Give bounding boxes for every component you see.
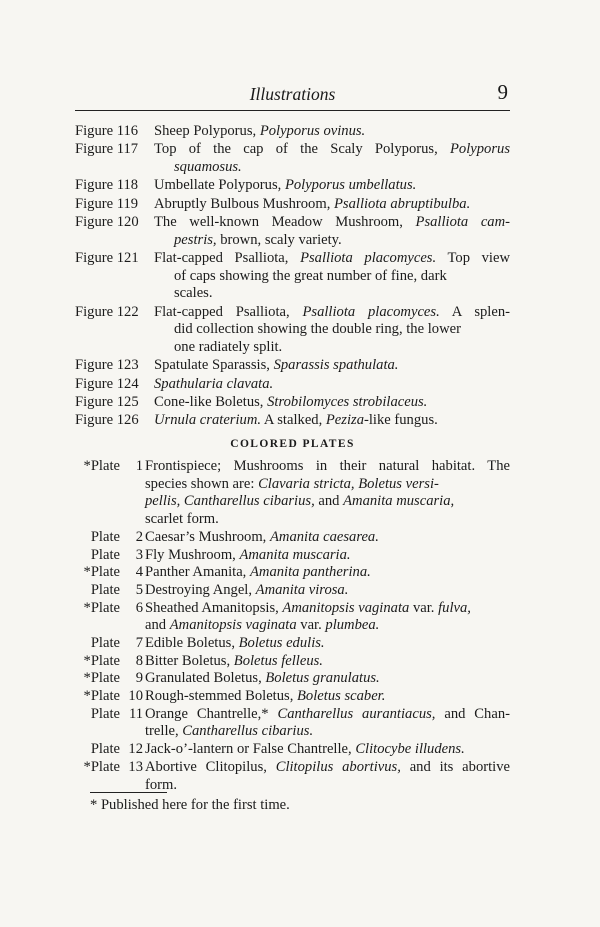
plate-entry [75, 529, 510, 547]
figure-text-line: Flat-capped Psalliota, Psalliota placomyces. Top view [154, 249, 510, 266]
plate-word: Plate [90, 546, 120, 563]
plate-text-line: Abortive Clitopilus, Clitopilus abortivus, and its abortive [145, 758, 510, 775]
figure-entry [75, 123, 510, 141]
plate-word: *Plate [83, 688, 120, 705]
plate-number: 12 [128, 741, 143, 758]
figure-text-line: Flat-capped Psalliota, Psalliota placomyces. A splen- [154, 303, 510, 320]
figure-text-line: of caps showing the great number of fine, dark [174, 267, 447, 284]
figure-label: Figure 125 [75, 393, 139, 410]
plate-text-line: Frontispiece; Mushrooms in their natural habitat. The [145, 458, 510, 474]
plate-text-line: scarlet form. [145, 511, 219, 528]
figure-label: Figure 119 [75, 195, 139, 212]
figure-entry [75, 177, 510, 195]
footnote: * Published here for the first time. [90, 797, 290, 813]
plate-number: 6 [135, 599, 143, 616]
figure-entry [75, 376, 510, 394]
plate-word: Plate [90, 581, 120, 598]
plate-entry [75, 635, 510, 653]
plate-number: 1 [135, 458, 143, 474]
figure-label: Figure 126 [75, 412, 139, 429]
running-title: Illustrations [249, 84, 336, 104]
colored-plates-heading: COLORED PLATES [230, 438, 355, 450]
plate-word: Plate [90, 528, 120, 545]
plate-word: *Plate [83, 599, 120, 616]
plate-number: 7 [135, 635, 143, 651]
plate-entry [75, 547, 510, 565]
figure-text-line: one radiately split. [174, 338, 283, 355]
page-number: 9 [497, 80, 508, 104]
figure-entry [75, 214, 510, 249]
plate-text-line: species shown are: Clavaria stricta, Boletus versi- [145, 475, 439, 492]
footnote-rule [90, 792, 167, 793]
plate-word: *Plate [83, 652, 120, 669]
plate-text-line: Orange Chantrelle,* Cantharellus aurantiacus, and Chan- [145, 705, 510, 722]
plate-entry [75, 582, 510, 600]
plate-text-line: Rough-stemmed Boletus, Boletus scaber. [145, 688, 386, 705]
figure-text-line: pestris, brown, scaly variety. [174, 231, 342, 248]
plate-number: 2 [135, 528, 143, 545]
plate-text-line: form. [145, 776, 178, 793]
plate-entry [75, 741, 510, 759]
figure-text-line: squamosus. [174, 158, 242, 175]
figure-label: Figure 117 [75, 141, 139, 158]
plate-text-line: and Amanitopsis vaginata var. plumbea. [145, 617, 380, 634]
plate-number: 3 [135, 546, 143, 563]
plate-text-line: Granulated Boletus, Boletus granulatus. [145, 670, 380, 687]
figure-entry [75, 196, 510, 214]
figure-text-line: did collection showing the double ring, the lower [174, 321, 461, 338]
plate-number: 10 [128, 688, 143, 705]
figure-text-line: The well-known Meadow Mushroom, Psalliota cam- [154, 213, 510, 230]
figure-text-line: Umbellate Polyporus, Polyporus umbellatus. [154, 177, 417, 194]
plate-entry [75, 670, 510, 688]
plate-word: *Plate [83, 758, 120, 775]
plate-number: 9 [135, 670, 143, 687]
plate-text-line: Fly Mushroom, Amanita muscaria. [145, 546, 351, 563]
plate-text-line: Jack-o’-lantern or False Chantrelle, Clitocybe illudens. [145, 741, 465, 758]
plate-number: 8 [135, 652, 143, 669]
figure-entry [75, 304, 510, 357]
figure-label: Figure 120 [75, 213, 139, 230]
figure-text-line: scales. [174, 285, 213, 302]
plate-number: 13 [128, 758, 143, 775]
figure-text-line: Sheep Polyporus, Polyporus ovinus. [154, 123, 366, 139]
plate-text-line: Panther Amanita, Amanita pantherina. [145, 564, 371, 581]
plate-text-line: Destroying Angel, Amanita virosa. [145, 581, 349, 598]
plate-word: Plate [90, 635, 120, 651]
plate-entry [75, 759, 510, 794]
plate-word: *Plate [83, 670, 120, 687]
figure-text-line: Cone-like Boletus, Strobilomyces strobilaceus. [154, 393, 428, 410]
figure-entry [75, 250, 510, 303]
figure-label: Figure 122 [75, 303, 139, 320]
plate-word: *Plate [83, 458, 120, 474]
plate-entry [75, 706, 510, 741]
plate-text-line: Edible Boletus, Boletus edulis. [145, 635, 325, 651]
figure-label: Figure 124 [75, 375, 139, 392]
plate-word: Plate [90, 741, 120, 758]
figure-text-line: Abruptly Bulbous Mushroom, Psalliota abruptibulba. [154, 195, 471, 212]
plate-entry [75, 600, 510, 635]
plate-entry [75, 653, 510, 671]
plate-entry [75, 458, 510, 529]
figure-text-line: Spathularia clavata. [154, 375, 274, 392]
plate-number: 5 [135, 581, 143, 598]
plate-text-line: Bitter Boletus, Boletus felleus. [145, 652, 323, 669]
plate-number: 11 [128, 705, 143, 722]
plate-word: Plate [90, 705, 120, 722]
figure-entry [75, 141, 510, 176]
page-header [75, 80, 510, 110]
plate-text-line: trelle, Cantharellus cibarius. [145, 723, 314, 740]
figure-text-line: Top of the cap of the Scaly Polyporus, Polyporus [154, 141, 510, 158]
figure-label: Figure 121 [75, 249, 139, 266]
figure-text-line: Urnula craterium. A stalked, Peziza-like fungus. [154, 412, 438, 429]
plate-entry [75, 688, 510, 706]
figure-label: Figure 123 [75, 357, 139, 374]
figure-label: Figure 116 [75, 123, 139, 139]
plate-number: 4 [135, 564, 143, 581]
plate-text-line: Caesar’s Mushroom, Amanita caesarea. [145, 528, 379, 545]
figure-label: Figure 118 [75, 177, 139, 194]
figure-text-line: Spatulate Sparassis, Sparassis spathulata. [154, 357, 399, 374]
figure-entry [75, 357, 510, 375]
plate-word: *Plate [83, 564, 120, 581]
plate-text-line: Sheathed Amanitopsis, Amanitopsis vaginata var. fulva, [145, 599, 471, 616]
figure-entry [75, 412, 510, 430]
figure-entry [75, 394, 510, 412]
plate-entry [75, 564, 510, 582]
plate-text-line: pellis, Cantharellus cibarius, and Amanita muscaria, [145, 493, 455, 510]
header-rule [75, 110, 510, 111]
